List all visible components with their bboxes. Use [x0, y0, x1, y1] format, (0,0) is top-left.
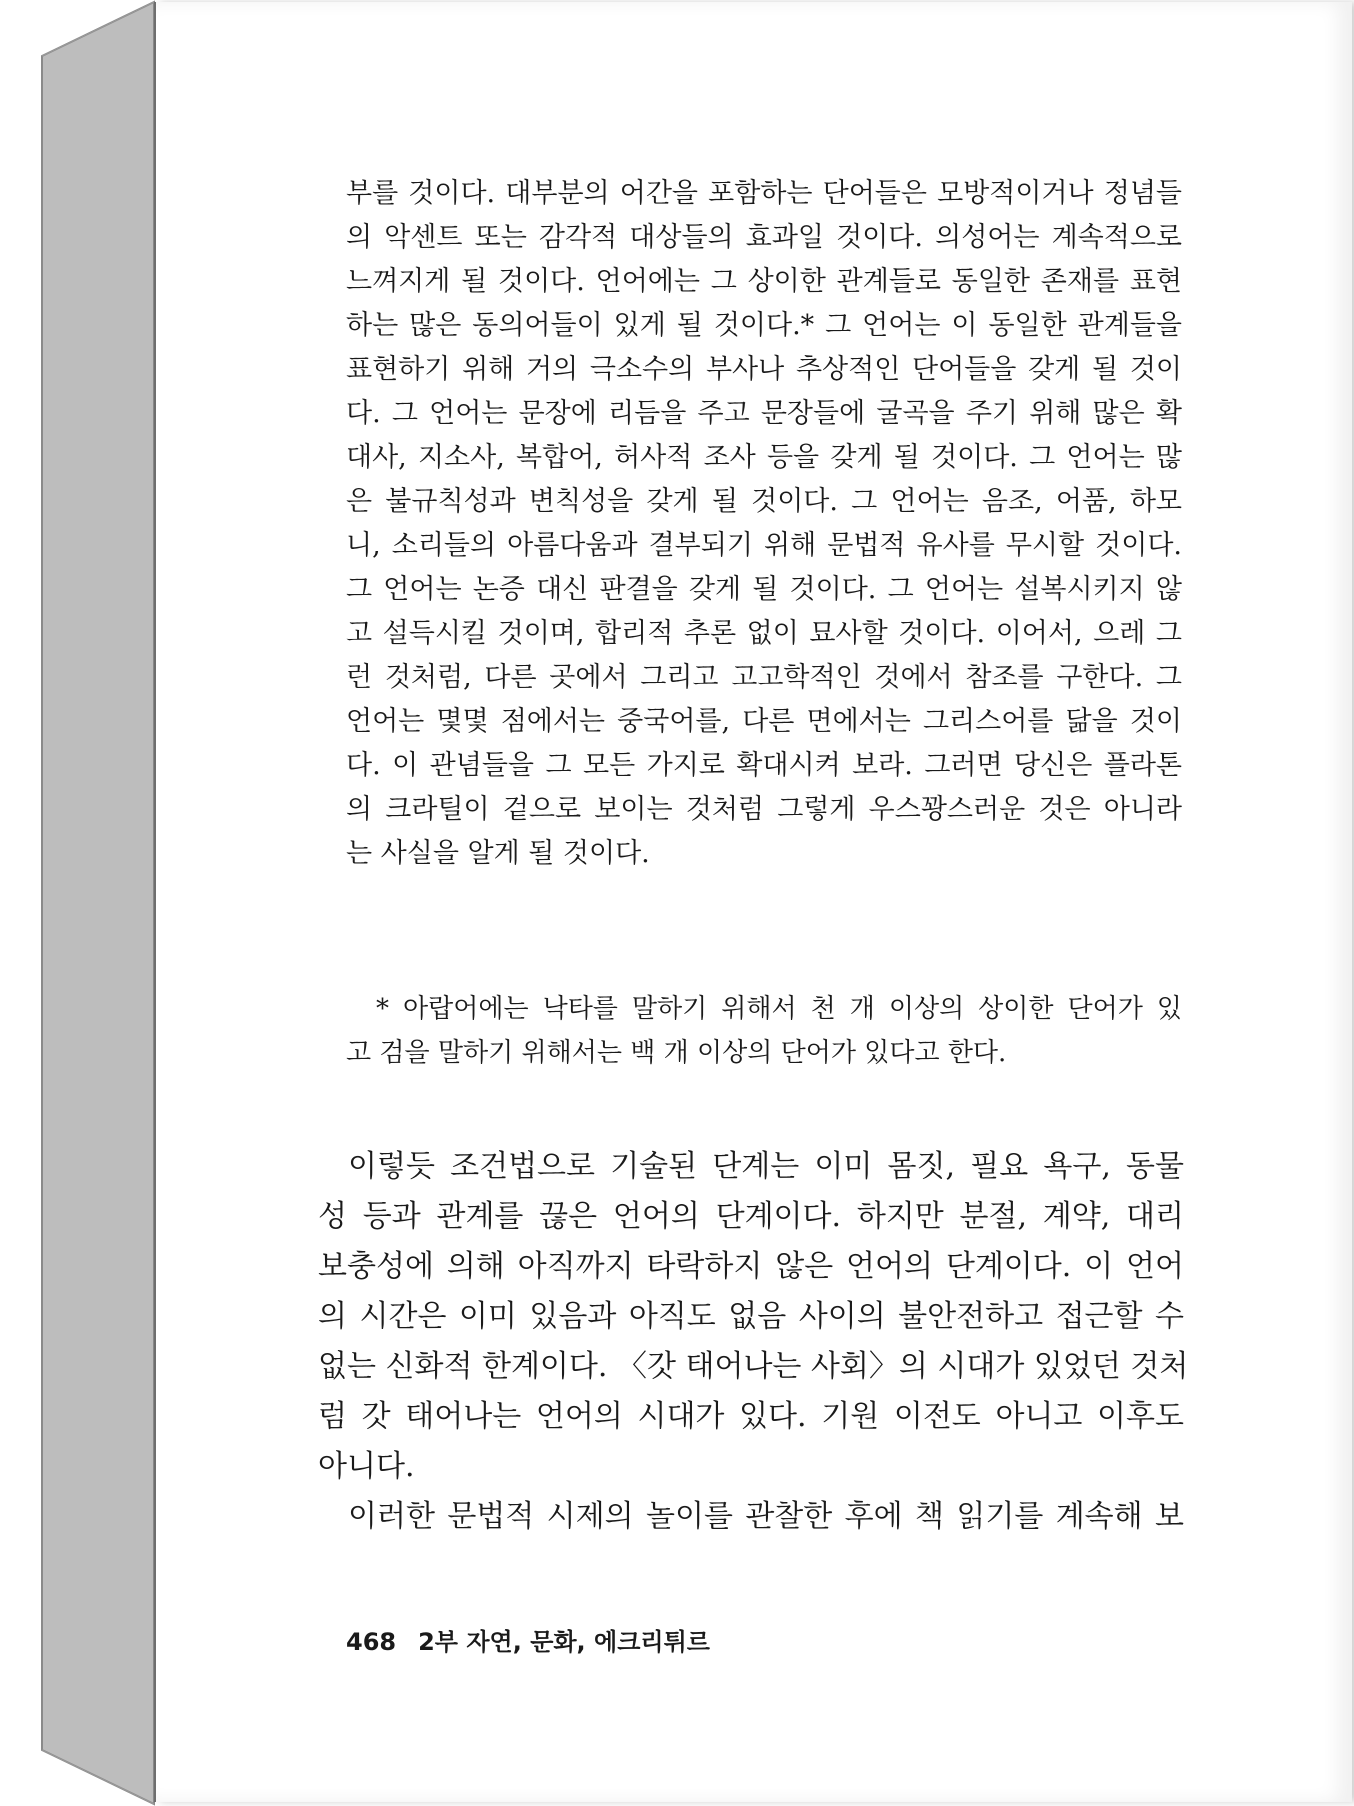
quote-line: 부를 것이다. 대부분의 어간을 포함하는 단어들은 모방적이거나 정념들	[346, 178, 1182, 209]
quote-line: 다. 이 관념들을 그 모든 가지로 확대시켜 보라. 그러면 당신은 플라톤	[346, 750, 1182, 781]
quoted-passage	[346, 172, 1182, 876]
running-title: 2부 자연, 문화, 에크리튀르	[418, 1628, 710, 1656]
body-line: 아니다.	[318, 1449, 415, 1484]
quote-line: 고 설득시킬 것이며, 합리적 추론 없이 묘사할 것이다. 이어서, 으레 그	[346, 618, 1182, 649]
quote-line: 니, 소리들의 아름다움과 결부되기 위해 문법적 유사를 무시할 것이다.	[346, 530, 1182, 561]
book-spine	[0, 0, 160, 1806]
body-line: 의 시간은 이미 있음과 아직도 없음 사이의 불안전하고 접근할 수	[318, 1299, 1184, 1334]
quote-line: 런 것처럼, 다른 곳에서 그리고 고고학적인 것에서 참조를 구한다. 그	[346, 662, 1182, 693]
quote-line: 그 언어는 논증 대신 판결을 갖게 될 것이다. 그 언어는 설복시키지 않	[346, 574, 1182, 605]
quote-line: 다. 그 언어는 문장에 리듬을 주고 문장들에 굴곡을 주기 위해 많은 확	[346, 398, 1183, 429]
quote-line: 대사, 지소사, 복합어, 허사적 조사 등을 갖게 될 것이다. 그 언어는 많	[346, 442, 1182, 473]
quote-line: 의 악센트 또는 감각적 대상들의 효과일 것이다. 의성어는 계속적으로	[346, 222, 1182, 253]
body-line: 이러한 문법적 시제의 놀이를 관찰한 후에 책 읽기를 계속해 보	[348, 1499, 1184, 1534]
quote-line: 의 크라틸이 겉으로 보이는 것처럼 그렇게 우스꽝스러운 것은 아니라	[346, 794, 1182, 825]
quote-line: 표현하기 위해 거의 극소수의 부사나 추상적인 단어들을 갖게 될 것이	[346, 354, 1182, 385]
body-line: 이렇듯 조건법으로 기술된 단계는 이미 몸짓, 필요 욕구, 동물	[348, 1149, 1184, 1184]
body-line: 럼 갓 태어나는 언어의 시대가 있다. 기원 이전도 아니고 이후도	[318, 1399, 1184, 1434]
body-line: 성 등과 관계를 끊은 언어의 단계이다. 하지만 분절, 계약, 대리	[318, 1199, 1184, 1234]
body-line: 없는 신화적 한계이다. 〈갓 태어나는 사회〉의 시대가 있었던 것처	[318, 1349, 1189, 1384]
quote-line: 언어는 몇몇 점에서는 중국어를, 다른 면에서는 그리스어를 닮을 것이	[346, 706, 1182, 737]
body-paragraphs	[318, 1142, 1189, 1542]
quote-line: 는 사실을 알게 될 것이다.	[346, 838, 650, 869]
page-footer	[346, 1622, 710, 1657]
quote-line: 은 불규칙성과 변칙성을 갖게 될 것이다. 그 언어는 음조, 어품, 하모	[346, 486, 1182, 517]
footnote-line: 고 검을 말하기 위해서는 백 개 이상의 단어가 있다고 한다.	[346, 1038, 1007, 1068]
body-line: 보충성에 의해 아직까지 타락하지 않은 언어의 단계이다. 이 언어	[318, 1249, 1184, 1284]
quote-line: 하는 많은 동의어들이 있게 될 것이다.* 그 언어는 이 동일한 관계들을	[346, 310, 1182, 341]
footnote	[346, 987, 1182, 1075]
page-number: 468	[346, 1628, 397, 1656]
footnote-line: * 아랍어에는 낙타를 말하기 위해서 천 개 이상의 상이한 단어가 있	[376, 994, 1182, 1024]
quote-line: 느껴지게 될 것이다. 언어에는 그 상이한 관계들로 동일한 존재를 표현	[346, 266, 1182, 297]
